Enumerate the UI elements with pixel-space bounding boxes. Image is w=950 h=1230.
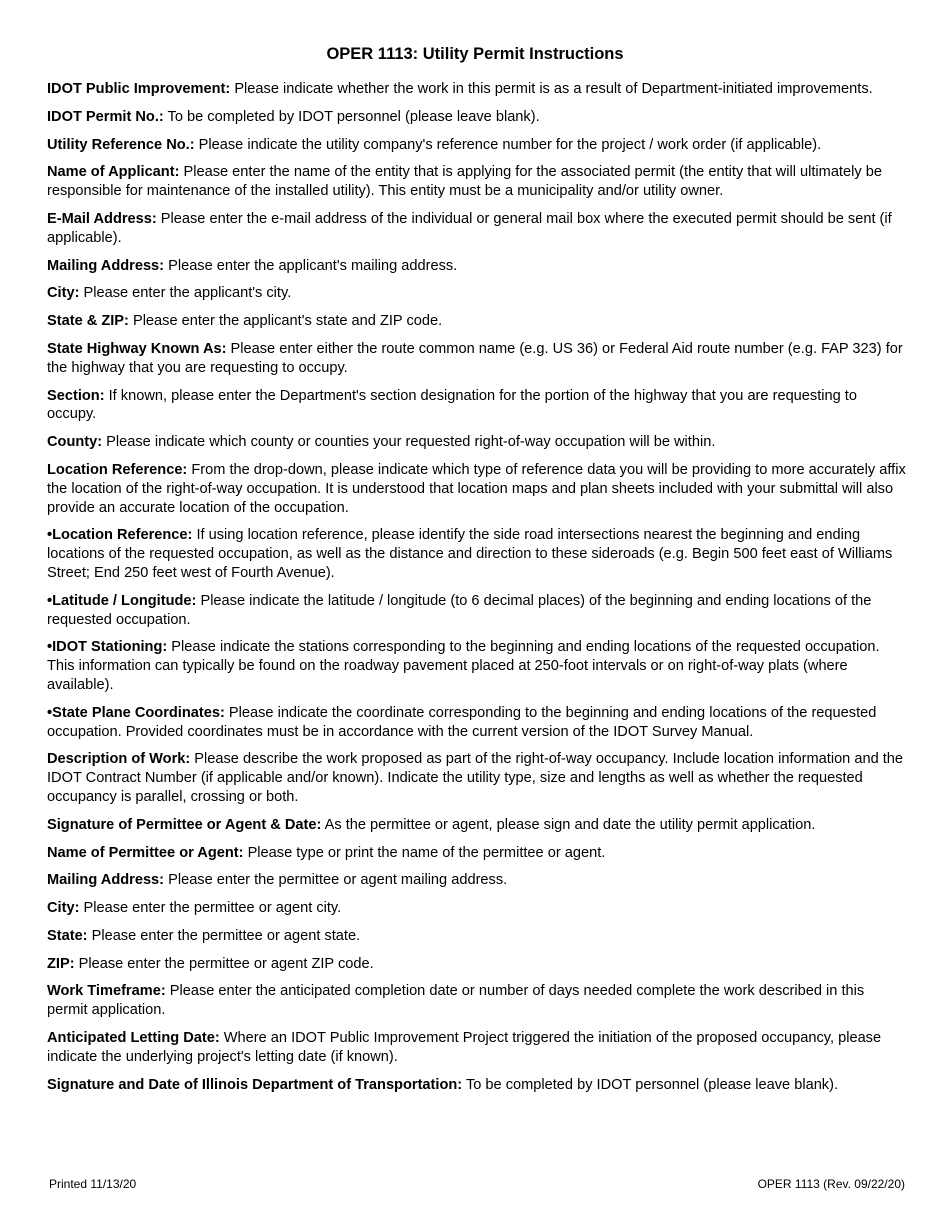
entry-label: E-Mail Address: (47, 210, 157, 227)
entry-permittee-zip (47, 955, 907, 974)
entry-utility-reference-no (47, 136, 907, 155)
entry-text: Please indicate the stations corresponding to the beginning and ending locations of the requested occupation. This information can typically be found on the roadway pavement placed at 250-foot intervals or on right-of-way plats (where available). (47, 639, 880, 693)
entry-name-of-permittee (47, 844, 907, 863)
entry-text: Please enter the applicant's city. (79, 285, 292, 302)
printed-date: Printed 11/13/20 (49, 1177, 137, 1191)
entry-label: City: (47, 285, 80, 302)
entry-label: Signature and Date of Illinois Department of Transportation: (47, 1076, 463, 1093)
entry-label: County: (47, 434, 103, 451)
entry-idot-permit-no (47, 108, 907, 127)
form-revision: OPER 1113 (Rev. 09/22/20) (757, 1177, 905, 1191)
entry-anticipated-letting-date (47, 1029, 907, 1067)
entry-text: Please enter the name of the entity that is applying for the associated permit (the entity that will ultimately be responsible for maintenance of the installed utility). This entity must be a municipality and/or utility owner. (47, 164, 882, 200)
entry-label: Mailing Address: (47, 872, 165, 889)
entry-text: Please enter the anticipated completion date or number of days needed complete the work described in this permit application. (47, 983, 865, 1019)
entry-text: Please enter the permittee or agent mailing address. (164, 872, 508, 889)
entry-signature-of-idot (47, 1076, 907, 1095)
entry-label: •IDOT Stationing: (47, 639, 168, 656)
entry-text: As the permittee or agent, please sign and date the utility permit application. (321, 816, 816, 833)
entry-label: IDOT Permit No.: (47, 108, 164, 125)
entry-section (47, 387, 907, 425)
entry-bullet-latitude-longitude (47, 592, 907, 630)
entry-text: Please enter the permittee or agent ZIP code. (74, 955, 374, 972)
entry-label: Work Timeframe: (47, 983, 166, 1000)
entry-applicant-mailing-address (47, 257, 907, 276)
entry-idot-public-improvement (47, 80, 907, 99)
entry-description-of-work (47, 750, 907, 806)
entry-email-address (47, 210, 907, 248)
entry-bullet-idot-stationing (47, 638, 907, 694)
entry-label: Location Reference: (47, 461, 188, 478)
entry-text: If using location reference, please identify the side road intersections nearest the beginning and ending locations of the requested occupation, as well as the distance and direction to these sideroads (e.g. Begin 500 feet east of Williams Street; End 250 feet west of Fourth Avenue). (47, 527, 893, 581)
entry-state-and-zip (47, 312, 907, 331)
entry-label: Mailing Address: (47, 257, 165, 274)
entry-label: •State Plane Coordinates: (47, 704, 225, 721)
entry-name-of-applicant (47, 163, 907, 201)
entry-label: Description of Work: (47, 751, 191, 768)
entry-text: Please enter the applicant's mailing address. (164, 257, 458, 274)
entry-label: City: (47, 900, 80, 917)
entry-text: Please enter the permittee or agent state. (87, 927, 361, 944)
entry-permittee-city (47, 899, 907, 918)
entry-label: State Highway Known As: (47, 340, 227, 357)
entry-location-reference (47, 461, 907, 517)
entry-text: Please describe the work proposed as part of the right-of-way occupancy. Include location information and the IDOT Contract Number (if applicable and/or known). Indicate the utility type, size and lengths as well as whether the requested occupancy is parallel, crossing or both. (47, 751, 904, 805)
entry-label: Signature of Permittee or Agent & Date: (47, 816, 322, 833)
entry-bullet-location-reference (47, 526, 907, 582)
page-title: OPER 1113: Utility Permit Instructions (326, 45, 624, 63)
entry-text: Please indicate the latitude / longitude (to 6 decimal places) of the beginning and ending locations of the requested occupation. (47, 592, 872, 628)
entry-bullet-state-plane-coordinates (47, 704, 907, 742)
entry-permittee-mailing-address (47, 871, 907, 890)
entry-text: Where an IDOT Public Improvement Project triggered the initiation of the proposed occupancy, please indicate the underlying project's letting date (if known). (47, 1030, 882, 1065)
entry-label: Section: (47, 387, 105, 404)
entry-permittee-state (47, 927, 907, 946)
entry-label: Anticipated Letting Date: (47, 1030, 220, 1047)
entry-label: ZIP: (47, 955, 75, 972)
entry-label: Utility Reference No.: (47, 136, 195, 153)
entry-text: To be completed by IDOT personnel (please leave blank). (163, 108, 540, 125)
entry-signature-of-permittee (47, 816, 907, 835)
entry-county (47, 433, 907, 452)
entry-label: Name of Permittee or Agent: (47, 844, 244, 861)
entry-text: Please indicate the coordinate corresponding to the beginning and ending locations of the requested occupation. Provided coordinates must be in accordance with the current version of the IDOT Survey Manual. (47, 704, 877, 740)
instructions-list (47, 80, 907, 1103)
entry-label: Name of Applicant: (47, 164, 180, 181)
entry-label: •Location Reference: (47, 527, 193, 544)
entry-text: Please enter either the route common name (e.g. US 36) or Federal Aid route number (e.g. FAP 323) for the highway that you are requesting to occupy. (47, 340, 903, 376)
entry-text: Please indicate which county or counties your requested right-of-way occupation will be within. (102, 434, 716, 451)
entry-label: State: (47, 927, 88, 944)
entry-text: Please enter the e-mail address of the individual or general mail box where the executed permit should be sent (if applicable). (47, 210, 892, 246)
entry-text: From the drop-down, please indicate which type of reference data you will be providing to more accurately affix the location of the right-of-way occupation. It is understood that location maps and plan sheets included with your submittal will also provide an accurate location of the occupation. (47, 461, 906, 516)
entry-text: Please indicate the utility company's reference number for the project / work order (if applicable). (194, 136, 822, 153)
entry-text: To be completed by IDOT personnel (please leave blank). (462, 1076, 839, 1093)
entry-label: •Latitude / Longitude: (47, 592, 197, 609)
entry-text: Please enter the permittee or agent city. (79, 900, 342, 917)
entry-text: If known, please enter the Department's section designation for the portion of the highway that you are requesting to occupy. (47, 387, 857, 423)
entry-text: Please indicate whether the work in this permit is as a result of Department-initiated improvements. (230, 81, 873, 97)
entry-applicant-city (47, 284, 907, 303)
entry-work-timeframe (47, 982, 907, 1020)
entry-state-highway-known-as (47, 340, 907, 378)
entry-label: IDOT Public Improvement: (47, 81, 231, 97)
entry-label: State & ZIP: (47, 313, 129, 330)
entry-text: Please type or print the name of the permittee or agent. (243, 844, 606, 861)
entry-text: Please enter the applicant's state and ZIP code. (128, 313, 443, 330)
